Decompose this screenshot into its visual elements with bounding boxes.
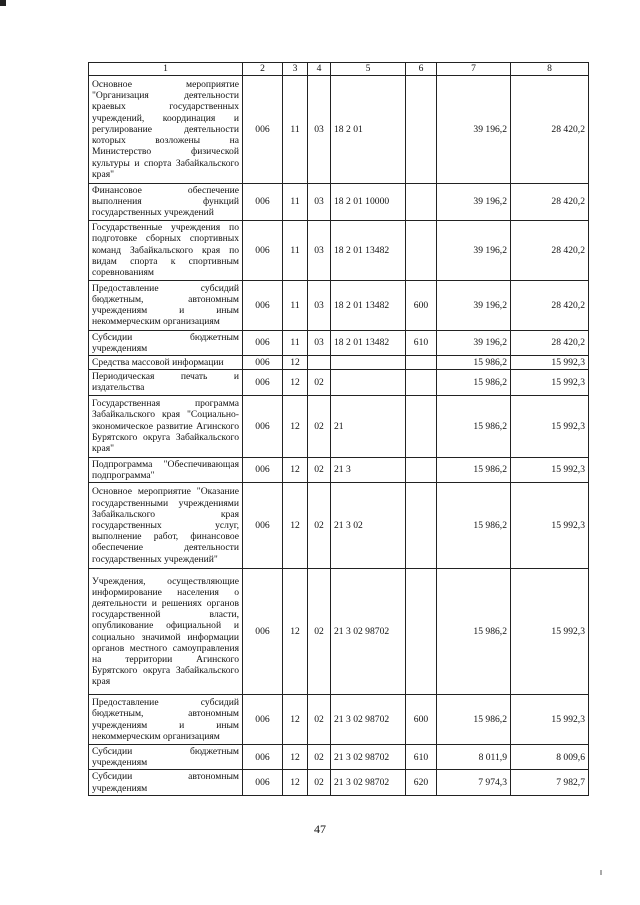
section-code-cell: 12 [283, 745, 308, 770]
amount-year-2-cell: 15 992,3 [511, 370, 589, 395]
section-code-cell: 11 [283, 184, 308, 221]
amount-year-1-cell: 39 196,2 [437, 184, 511, 221]
row-name-cell: Предоставление субсидий бюджетным, автономным учреждениям и иным некоммерческим организациям [89, 695, 243, 745]
amount-year-1-cell: 39 196,2 [437, 330, 511, 355]
section-code-cell: 11 [283, 220, 308, 280]
expense-type-cell [406, 569, 437, 695]
section-code-cell: 12 [283, 483, 308, 569]
subsection-code-cell: 02 [308, 745, 331, 770]
section-code-cell: 12 [283, 457, 308, 482]
target-item-code-cell: 21 [331, 395, 406, 457]
target-item-code-cell: 18 2 01 [331, 76, 406, 184]
amount-year-1-cell: 15 986,2 [437, 356, 511, 370]
amount-year-1-cell: 15 986,2 [437, 695, 511, 745]
expense-type-cell: 610 [406, 745, 437, 770]
table-row [89, 76, 589, 184]
target-item-code-cell: 21 3 02 [331, 483, 406, 569]
table-row [89, 770, 589, 795]
row-name-cell: Государственная программа Забайкальского края "Социально-экономическое развитие Агинского Бурятского округа Забайкальского края" [89, 395, 243, 457]
expense-type-cell: 620 [406, 770, 437, 795]
target-item-code-cell: 18 2 01 13482 [331, 280, 406, 330]
grbs-code-cell: 006 [243, 220, 283, 280]
target-item-code-cell: 18 2 01 13482 [331, 220, 406, 280]
amount-year-1-cell: 15 986,2 [437, 370, 511, 395]
amount-year-2-cell: 15 992,3 [511, 483, 589, 569]
grbs-code-cell: 006 [243, 76, 283, 184]
amount-year-1-cell: 15 986,2 [437, 483, 511, 569]
subsection-code-cell: 03 [308, 220, 331, 280]
row-name-cell: Субсидии автономным учреждениям [89, 770, 243, 795]
target-item-code-cell: 21 3 02 98702 [331, 770, 406, 795]
expense-type-cell: 600 [406, 280, 437, 330]
amount-year-2-cell: 28 420,2 [511, 220, 589, 280]
header-cell: 8 [511, 63, 589, 76]
header-cell: 3 [283, 63, 308, 76]
section-code-cell: 12 [283, 695, 308, 745]
budget-table [88, 62, 589, 796]
target-item-code-cell: 18 2 01 10000 [331, 184, 406, 221]
amount-year-2-cell: 7 982,7 [511, 770, 589, 795]
section-code-cell: 12 [283, 370, 308, 395]
table-row [89, 745, 589, 770]
table-row [89, 569, 589, 695]
expense-type-cell [406, 184, 437, 221]
row-name-cell: Периодическая печать и издательства [89, 370, 243, 395]
row-name-cell: Субсидии бюджетным учреждениям [89, 745, 243, 770]
page-number: 47 [314, 822, 326, 836]
amount-year-2-cell: 15 992,3 [511, 457, 589, 482]
grbs-code-cell: 006 [243, 330, 283, 355]
grbs-code-cell: 006 [243, 770, 283, 795]
subsection-code-cell: 03 [308, 280, 331, 330]
amount-year-2-cell: 15 992,3 [511, 395, 589, 457]
row-name-cell: Средства массовой информации [89, 356, 243, 370]
section-code-cell: 11 [283, 330, 308, 355]
amount-year-1-cell: 39 196,2 [437, 280, 511, 330]
table-row [89, 483, 589, 569]
corner-mark [0, 0, 6, 6]
amount-year-1-cell: 39 196,2 [437, 220, 511, 280]
table-row [89, 330, 589, 355]
subsection-code-cell: 02 [308, 483, 331, 569]
section-code-cell: 12 [283, 356, 308, 370]
header-cell: 2 [243, 63, 283, 76]
target-item-code-cell: 21 3 02 98702 [331, 695, 406, 745]
row-name-cell: Основное мероприятие "Организация деятельности краевых государственных учреждений, координация и регулирование деятельности которых возложены на Министерство физической культуры и спорта Забайкальского края" [89, 76, 243, 184]
expense-type-cell [406, 370, 437, 395]
subsection-code-cell [308, 356, 331, 370]
amount-year-2-cell: 15 992,3 [511, 695, 589, 745]
grbs-code-cell: 006 [243, 457, 283, 482]
amount-year-2-cell: 15 992,3 [511, 356, 589, 370]
subsection-code-cell: 02 [308, 457, 331, 482]
subsection-code-cell: 03 [308, 76, 331, 184]
amount-year-2-cell: 28 420,2 [511, 184, 589, 221]
subsection-code-cell: 02 [308, 695, 331, 745]
grbs-code-cell: 006 [243, 280, 283, 330]
grbs-code-cell: 006 [243, 370, 283, 395]
grbs-code-cell: 006 [243, 356, 283, 370]
amount-year-1-cell: 15 986,2 [437, 569, 511, 695]
target-item-code-cell: 21 3 02 98702 [331, 569, 406, 695]
target-item-code-cell: 21 3 [331, 457, 406, 482]
expense-type-cell [406, 395, 437, 457]
table-row [89, 184, 589, 221]
amount-year-2-cell: 8 009,6 [511, 745, 589, 770]
expense-type-cell [406, 76, 437, 184]
header-cell: 1 [89, 63, 243, 76]
grbs-code-cell: 006 [243, 184, 283, 221]
scan-speck [600, 870, 602, 875]
expense-type-cell [406, 356, 437, 370]
table-row [89, 370, 589, 395]
header-cell: 5 [331, 63, 406, 76]
amount-year-2-cell: 15 992,3 [511, 569, 589, 695]
subsection-code-cell: 02 [308, 569, 331, 695]
section-code-cell: 12 [283, 395, 308, 457]
expense-type-cell [406, 457, 437, 482]
grbs-code-cell: 006 [243, 569, 283, 695]
row-name-cell: Государственные учреждения по подготовке сборных спортивных команд Забайкальского края по видам спорта к спортивным соревнованиям [89, 220, 243, 280]
subsection-code-cell: 03 [308, 330, 331, 355]
subsection-code-cell: 02 [308, 770, 331, 795]
table-row [89, 356, 589, 370]
amount-year-2-cell: 28 420,2 [511, 76, 589, 184]
table-row [89, 280, 589, 330]
amount-year-2-cell: 28 420,2 [511, 280, 589, 330]
target-item-code-cell [331, 356, 406, 370]
grbs-code-cell: 006 [243, 695, 283, 745]
target-item-code-cell: 21 3 02 98702 [331, 745, 406, 770]
row-name-cell: Учреждения, осуществляющие информирование населения о деятельности и решениях органов государственной власти, опубликование официальной и социально значимой информации органов местного самоуправления на территории Агинского Бурятского округа Забайкальского края [89, 569, 243, 695]
grbs-code-cell: 006 [243, 745, 283, 770]
table-row [89, 220, 589, 280]
expense-type-cell [406, 220, 437, 280]
row-name-cell: Подпрограмма "Обеспечивающая подпрограмма" [89, 457, 243, 482]
header-cell: 4 [308, 63, 331, 76]
expense-type-cell [406, 483, 437, 569]
subsection-code-cell: 03 [308, 184, 331, 221]
target-item-code-cell [331, 370, 406, 395]
section-code-cell: 12 [283, 770, 308, 795]
header-cell: 7 [437, 63, 511, 76]
amount-year-1-cell: 15 986,2 [437, 395, 511, 457]
table-row [89, 457, 589, 482]
amount-year-1-cell: 39 196,2 [437, 76, 511, 184]
amount-year-1-cell: 7 974,3 [437, 770, 511, 795]
row-name-cell: Основное мероприятие "Оказание государственными учреждениями Забайкальского края государственных услуг, выполнение работ, финансовое обеспечение деятельности государственных учреждений" [89, 483, 243, 569]
section-code-cell: 12 [283, 569, 308, 695]
table-header-row [89, 63, 589, 76]
grbs-code-cell: 006 [243, 395, 283, 457]
target-item-code-cell: 18 2 01 13482 [331, 330, 406, 355]
row-name-cell: Финансовое обеспечение выполнения функций государственных учреждений [89, 184, 243, 221]
amount-year-2-cell: 28 420,2 [511, 330, 589, 355]
section-code-cell: 11 [283, 76, 308, 184]
expense-type-cell: 600 [406, 695, 437, 745]
subsection-code-cell: 02 [308, 395, 331, 457]
amount-year-1-cell: 8 011,9 [437, 745, 511, 770]
row-name-cell: Субсидии бюджетным учреждениям [89, 330, 243, 355]
section-code-cell: 11 [283, 280, 308, 330]
grbs-code-cell: 006 [243, 483, 283, 569]
table-row [89, 695, 589, 745]
row-name-cell: Предоставление субсидий бюджетным, автономным учреждениям и иным некоммерческим организациям [89, 280, 243, 330]
table-row [89, 395, 589, 457]
amount-year-1-cell: 15 986,2 [437, 457, 511, 482]
subsection-code-cell: 02 [308, 370, 331, 395]
expense-type-cell: 610 [406, 330, 437, 355]
header-cell: 6 [406, 63, 437, 76]
